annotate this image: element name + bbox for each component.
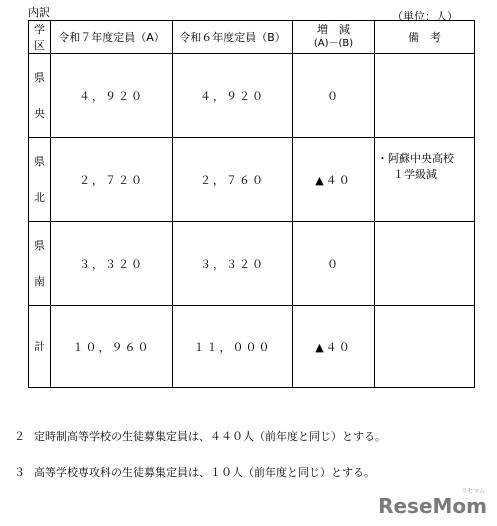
district-cell: 県 南	[29, 222, 51, 306]
increase-cell: ▲４０	[293, 306, 375, 388]
paragraph-advanced-course: ３ 高等学校専攻科の生徒募集定員は、１０人（前年度と同じ）とする。	[14, 466, 375, 479]
notes-cell	[375, 54, 475, 138]
table-row	[29, 54, 475, 138]
district-cell: 計	[29, 306, 51, 388]
notes-cell	[375, 222, 475, 306]
header-notes: 備 考	[375, 21, 475, 54]
capacity-a-cell: ２，７２０	[51, 138, 173, 222]
increase-cell: ０	[293, 222, 375, 306]
table-row	[29, 138, 475, 222]
paragraph-part-time: ２ 定時制高等学校の生徒募集定員は、４４０人（前年度と同じ）とする。	[14, 430, 386, 443]
capacity-b-cell: ３，３２０	[173, 222, 293, 306]
district-cell: 県 央	[29, 54, 51, 138]
district-cell: 県 北	[29, 138, 51, 222]
table-header-row	[29, 21, 475, 54]
unit-label: （単位：人）	[392, 10, 458, 23]
increase-cell: ０	[293, 54, 375, 138]
breakdown-label: 内訳	[28, 6, 50, 19]
increase-cell: ▲４０	[293, 138, 375, 222]
header-increase: 増 減 (A)－(B)	[293, 21, 375, 54]
table-row	[29, 222, 475, 306]
table-row-total	[29, 306, 475, 388]
notes-cell: ・阿蘇中央高校 １学級減	[375, 138, 475, 222]
capacity-b-cell: ２，７６０	[173, 138, 293, 222]
header-district: 学 区	[29, 21, 51, 54]
capacity-b-cell: １１，０００	[173, 306, 293, 388]
capacity-a-cell: ３，３２０	[51, 222, 173, 306]
header-capacity-a: 令和７年度定員（A）	[51, 21, 173, 54]
capacity-a-cell: １０，９６０	[51, 306, 173, 388]
notes-cell	[375, 306, 475, 388]
enrollment-table	[28, 20, 475, 388]
capacity-a-cell: ４，９２０	[51, 54, 173, 138]
header-capacity-b: 令和６年度定員（B）	[173, 21, 293, 54]
resemom-logo: ReseMom リセマム	[378, 488, 487, 518]
capacity-b-cell: ４，９２０	[173, 54, 293, 138]
